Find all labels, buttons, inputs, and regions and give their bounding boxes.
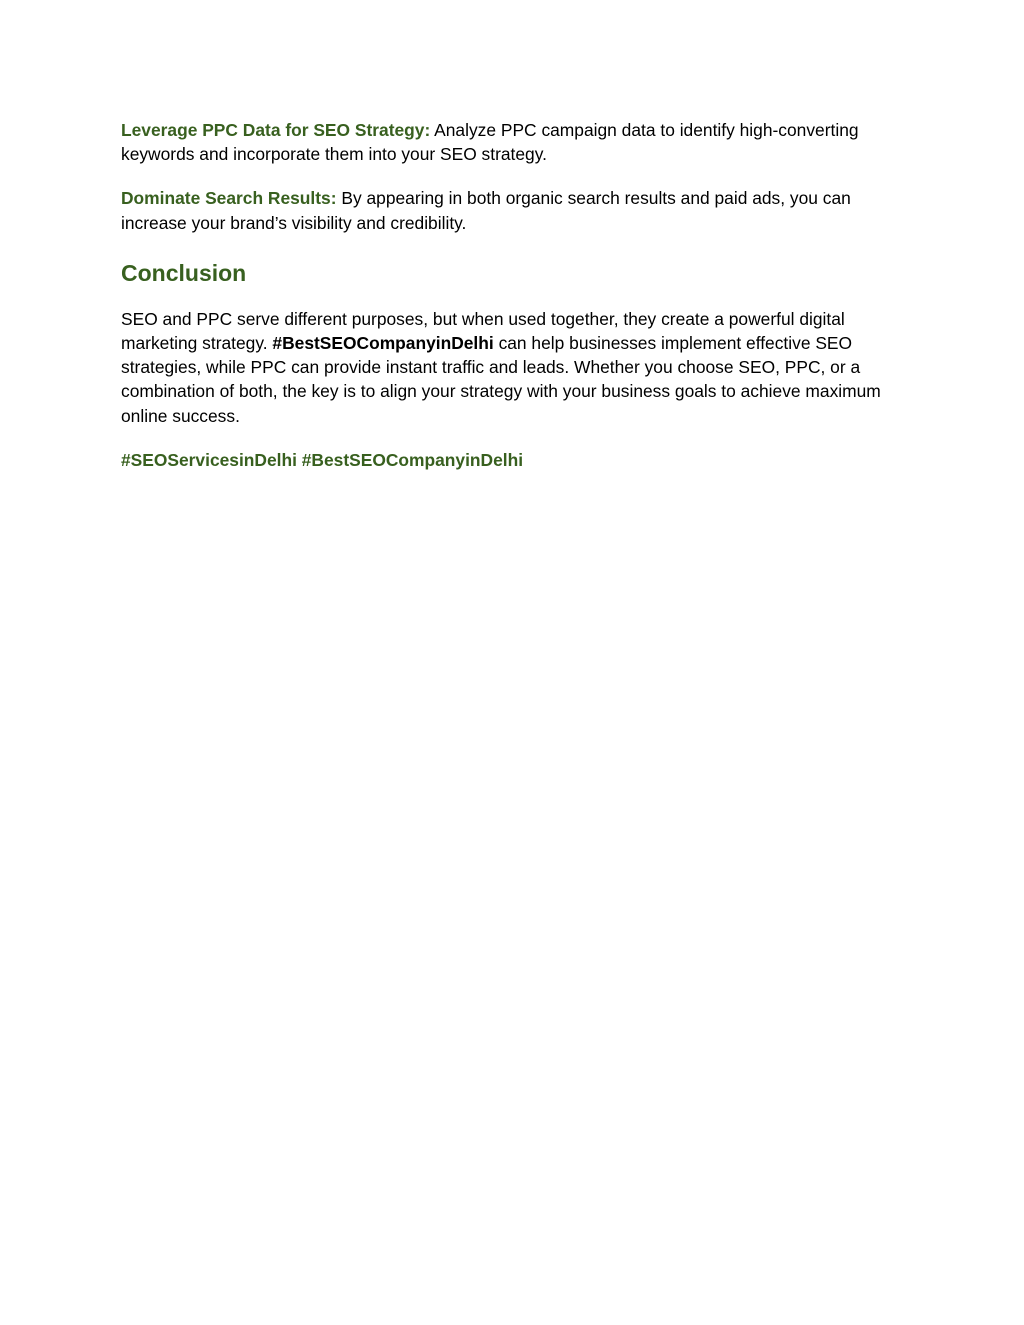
paragraph-dominate-search [121,186,911,234]
paragraph-leverage-ppc [121,118,911,166]
paragraph-text-leverage-ppc: Analyze PPC campaign data to identify high-converting keywords and incorporate them into your SEO strategy. [121,120,859,165]
paragraph-label-leverage-ppc: Leverage PPC Data for SEO Strategy: [121,120,431,140]
document-page [121,118,911,472]
conclusion-heading: Conclusion [121,259,247,286]
conclusion-bold-hashtag: #BestSEOCompanyinDelhi [272,333,494,354]
paragraph-text-dominate-search: By appearing in both organic search results and paid ads, you can increase your brand’s visibility and credibility. [121,188,851,233]
conclusion-text-after: can help businesses implement effective SEO strategies, while PPC can provide instant traffic and leads. Whether you choose SEO, PPC, or a combination of both, the key is to align your strategy with your business goals to achieve maximum online success. [121,333,881,426]
hashtags-line: #SEOServicesinDelhi #BestSEOCompanyinDelhi [121,449,524,470]
conclusion-paragraph [121,307,911,428]
conclusion-text-before: SEO and PPC serve different purposes, but when used together, they create a powerful digital marketing strategy. [121,308,845,354]
paragraph-label-dominate-search: Dominate Search Results: [121,188,337,209]
